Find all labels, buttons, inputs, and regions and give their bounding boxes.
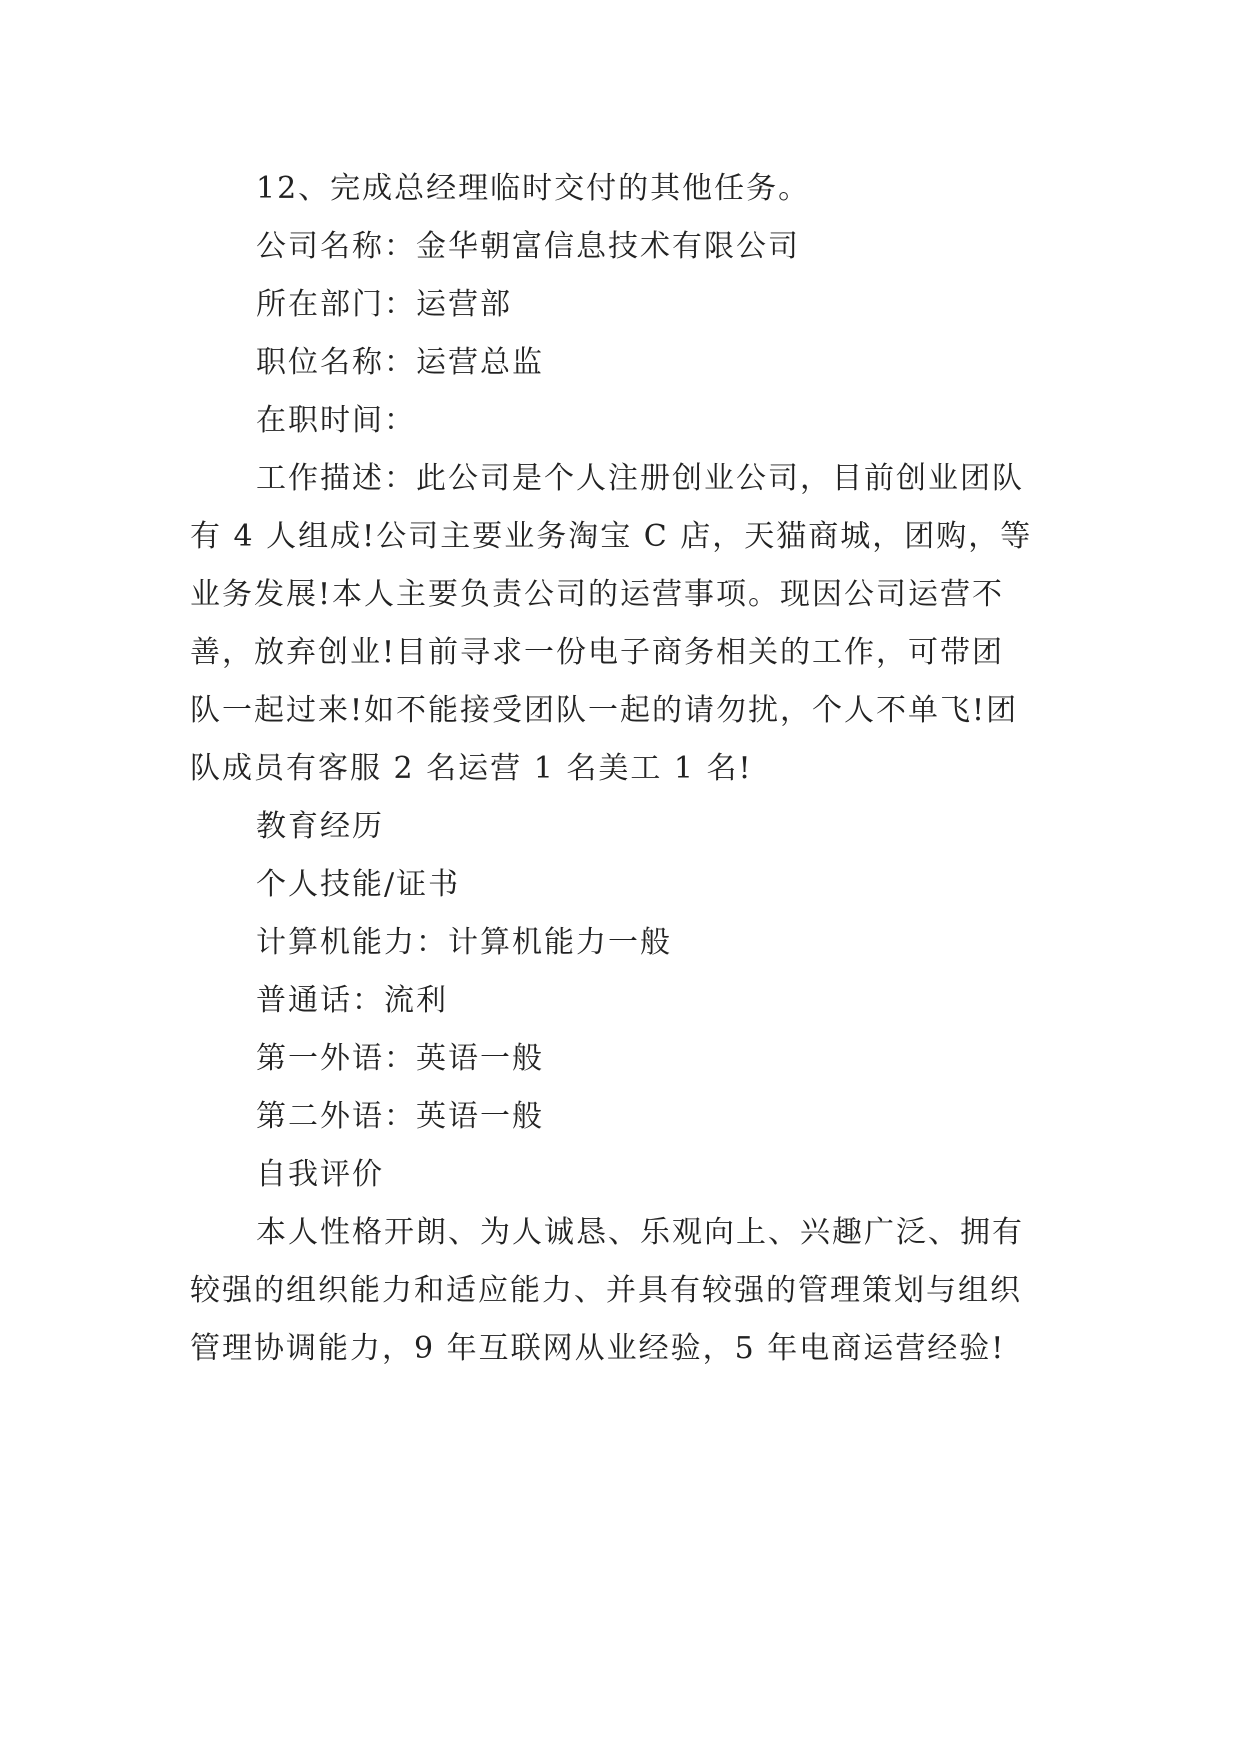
department: 所在部门：运营部	[256, 287, 512, 322]
work-description-line: 业务发展!本人主要负责公司的运营事项。现因公司运营不	[190, 577, 1005, 612]
skills-heading: 个人技能/证书	[256, 867, 461, 902]
second-foreign-language: 第二外语：英语一般	[256, 1099, 544, 1134]
self-evaluation-line: 管理协调能力，9 年互联网从业经验，5 年电商运营经验!	[190, 1331, 1006, 1366]
first-foreign-language: 第一外语：英语一般	[256, 1041, 544, 1076]
computer-skill: 计算机能力：计算机能力一般	[256, 925, 672, 960]
work-description-line: 工作描述：此公司是个人注册创业公司，目前创业团队	[256, 461, 1024, 496]
work-description-line: 队一起过来!如不能接受团队一起的请勿扰，个人不单飞!团	[190, 693, 1019, 728]
document-body	[190, 160, 1050, 1378]
task-item-12: 12、完成总经理临时交付的其他任务。	[256, 171, 811, 206]
work-description-line: 有 4 人组成!公司主要业务淘宝 C 店，天猫商城，团购，等	[190, 519, 1033, 554]
self-evaluation-line: 较强的组织能力和适应能力、并具有较强的管理策划与组织	[190, 1273, 1022, 1308]
self-evaluation	[190, 1204, 1050, 1378]
mandarin-skill: 普通话：流利	[256, 983, 448, 1018]
position-title: 职位名称：运营总监	[256, 345, 544, 380]
work-description-line: 善，放弃创业!目前寻求一份电子商务相关的工作，可带团	[190, 635, 1005, 670]
company-name: 公司名称：金华朝富信息技术有限公司	[256, 229, 800, 264]
work-description-line: 队成员有客服 2 名运营 1 名美工 1 名!	[190, 751, 753, 786]
self-evaluation-heading: 自我评价	[256, 1157, 384, 1192]
employment-period: 在职时间：	[256, 403, 416, 438]
education-heading: 教育经历	[256, 809, 384, 844]
self-evaluation-line: 本人性格开朗、为人诚恳、乐观向上、兴趣广泛、拥有	[256, 1215, 1024, 1250]
work-description	[190, 450, 1050, 798]
